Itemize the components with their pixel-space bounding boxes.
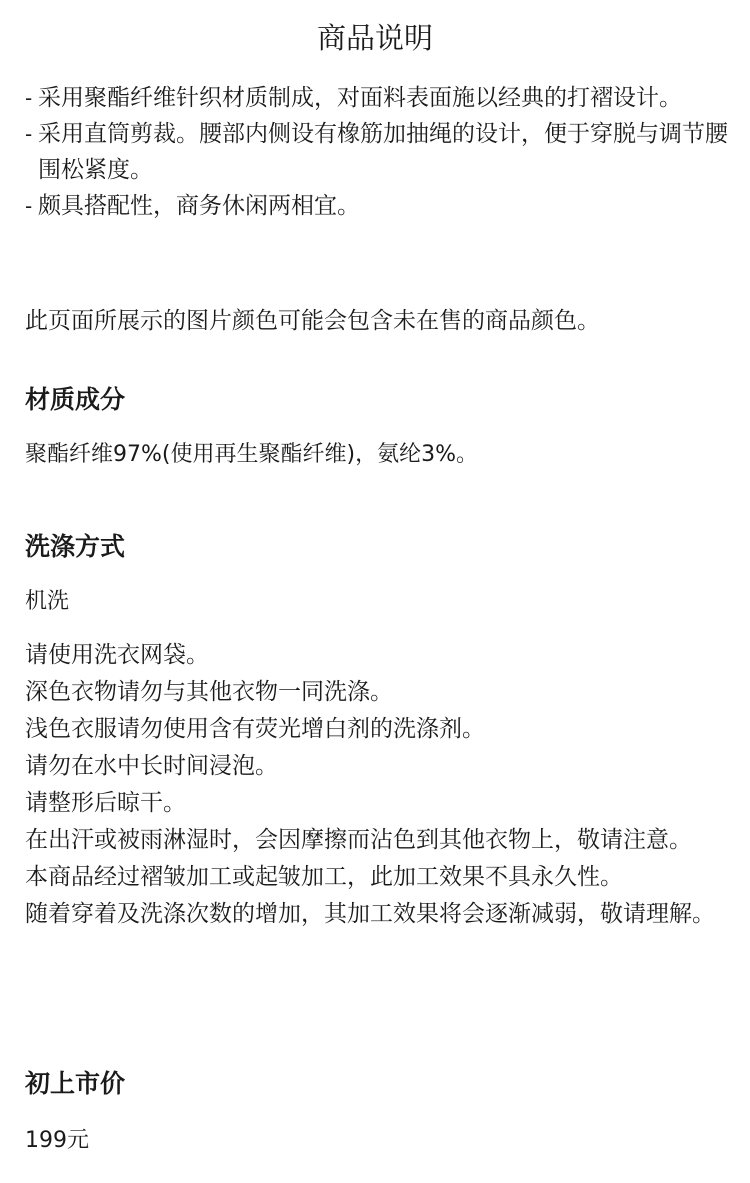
care-instruction: 请勿在水中长时间浸泡。 [25, 753, 278, 779]
care-instruction: 在出汗或被雨淋湿时，会因摩擦而沾色到其他衣物上，敬请注意。 [25, 827, 692, 853]
page-title: 商品说明 [316, 21, 433, 55]
feature-item: - 采用聚酯纤维针织材质制成，对面料表面施以经典的打褶设计。 [25, 80, 730, 116]
care-instructions-list [25, 637, 730, 933]
washing-method: 机洗 [25, 589, 70, 614]
feature-list [25, 80, 730, 224]
washing-heading: 洗涤方式 [25, 532, 126, 561]
price-value: 199元 [25, 1128, 89, 1153]
care-instruction: 本商品经过褶皱加工或起皱加工，此加工效果不具永久性。 [25, 864, 623, 890]
feature-item: - 采用直筒剪裁。腰部内侧设有橡筋加抽绳的设计，便于穿脱与调节腰围松紧度。 [25, 116, 730, 188]
feature-item: - 颇具搭配性，商务休闲两相宜。 [25, 188, 730, 224]
care-instruction: 随着穿着及洗涤次数的增加，其加工效果将会逐渐减弱，敬请理解。 [25, 901, 715, 927]
color-notice: 此页面所展示的图片颜色可能会包含未在售的商品颜色。 [25, 308, 600, 334]
care-instruction: 请整形后晾干。 [25, 790, 186, 816]
care-instruction: 浅色衣服请勿使用含有荧光增白剂的洗涤剂。 [25, 716, 485, 742]
price-heading: 初上市价 [25, 1069, 126, 1098]
care-instruction: 请使用洗衣网袋。 [25, 642, 209, 668]
material-heading: 材质成分 [25, 385, 126, 414]
material-text: 聚酯纤维97%(使用再生聚酯纤维)，氨纶3%。 [25, 442, 478, 467]
care-instruction: 深色衣物请勿与其他衣物一同洗涤。 [25, 679, 393, 705]
